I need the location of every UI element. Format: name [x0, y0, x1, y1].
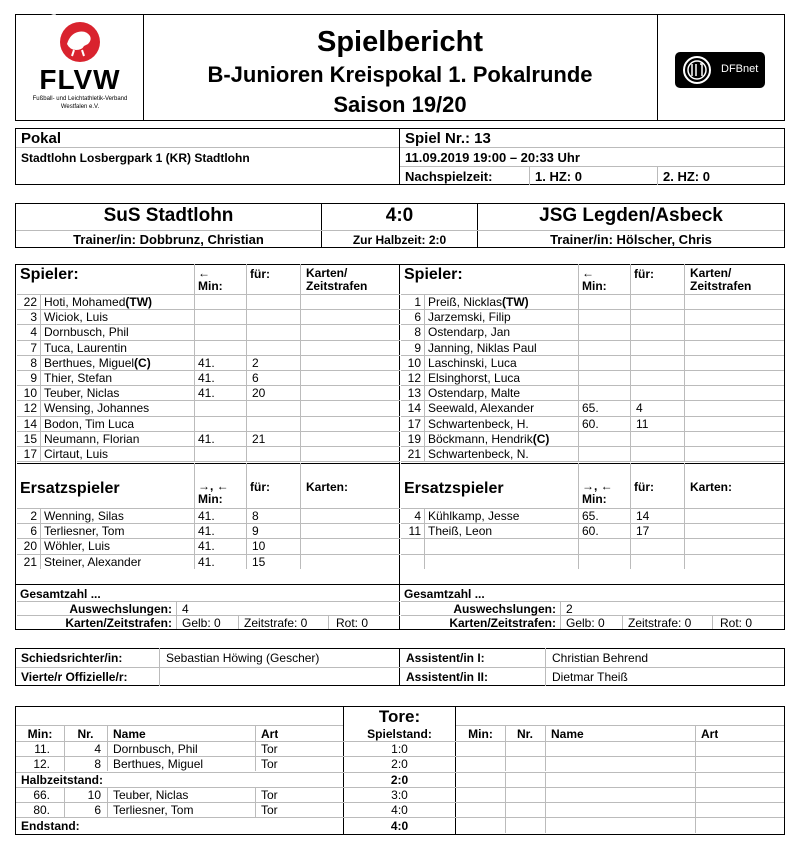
sub-name: Theiß, Leon — [428, 524, 493, 539]
column-divider — [545, 787, 546, 802]
column-divider — [695, 756, 696, 771]
min-inout-heading: →, ← Min: — [582, 480, 613, 506]
sub-name: Kühlkamp, Jesse — [428, 509, 520, 523]
column-divider — [255, 725, 256, 741]
column-divider — [622, 615, 623, 629]
column-divider — [505, 772, 506, 787]
goal-type-heading: Art — [701, 727, 719, 741]
sub-for: 11 — [636, 416, 649, 431]
player-number: 13 — [407, 386, 421, 401]
goal-running-score: 3:0 — [391, 787, 408, 802]
column-divider — [695, 802, 696, 817]
red-count: Rot: 0 — [720, 616, 753, 630]
column-divider — [630, 508, 631, 569]
column-divider — [176, 615, 177, 629]
player-name — [44, 325, 129, 339]
column-divider — [545, 818, 546, 833]
goal-type: Tor — [261, 803, 278, 818]
yellow-count: Gelb: 0 — [566, 616, 605, 630]
player-name — [44, 310, 108, 324]
goal-running-score: 1:0 — [391, 742, 408, 756]
sub-for: 14 — [636, 509, 650, 523]
final-score: 4:0 — [390, 818, 409, 833]
column-divider — [194, 294, 195, 461]
sub-for: 21 — [252, 431, 266, 446]
player-number: 3 — [30, 310, 37, 325]
goal-type: Tor — [261, 742, 278, 756]
halftime-result: Zur Halbzeit: 2:0 — [352, 233, 447, 247]
column-divider — [64, 756, 65, 771]
column-divider — [545, 772, 546, 787]
column-divider — [64, 741, 65, 756]
player-name — [44, 371, 112, 385]
min-out-heading: ← Min: — [198, 267, 223, 293]
player-number: 4 — [30, 325, 37, 340]
column-divider — [578, 508, 579, 569]
player-name — [428, 386, 520, 400]
cards-heading: Karten: — [690, 480, 733, 494]
player-name-text: Bodon, Tim Luca — [44, 416, 135, 431]
venue: Stadtlohn Losbergpark 1 (KR) Stadtlohn — [21, 151, 250, 165]
for-heading: für: — [634, 480, 654, 494]
column-divider — [194, 508, 195, 569]
min-out-heading: ← Min: — [582, 267, 607, 293]
column-divider — [560, 615, 561, 629]
assistant1-label: Assistent/in I: — [406, 651, 485, 665]
player-number: 9 — [30, 371, 37, 385]
sub-minute: 60. — [582, 524, 599, 539]
player-number: 12 — [407, 371, 421, 385]
game-number: Spiel Nr.: 13 — [405, 130, 491, 147]
player-name — [44, 341, 127, 355]
yellow-count: Gelb: 0 — [182, 616, 221, 630]
sub-number: 2 — [30, 509, 37, 523]
sub-minute: 41. — [198, 524, 215, 539]
match-datetime: 11.09.2019 19:00 – 20:33 Uhr — [405, 150, 580, 165]
goals-title: Tore: — [378, 707, 421, 726]
substitutions-count: 4 — [182, 602, 189, 616]
column-divider — [695, 725, 696, 741]
section-divider — [401, 463, 784, 464]
goal-minute: 66. — [33, 787, 50, 802]
column-divider — [505, 818, 506, 833]
column-divider — [505, 725, 506, 741]
sub-name: Wöhler, Luis — [44, 539, 111, 554]
halftime-score-label: Halbzeitstand: — [21, 772, 104, 787]
player-name-text: Böckmann, Hendrik — [428, 431, 533, 446]
players-heading: Spieler: — [404, 266, 463, 283]
player-name-text: Cirtaut, Luis — [44, 447, 109, 461]
subs-heading: Ersatzspieler — [404, 480, 504, 497]
column-divider — [255, 741, 256, 756]
goal-name-heading: Name — [113, 727, 146, 741]
goal-minute: 12. — [33, 757, 50, 772]
goal-player-number: 8 — [94, 757, 101, 772]
flvw-logo-text: FLVW — [39, 64, 121, 95]
row-divider — [401, 538, 784, 539]
column-divider — [107, 802, 108, 817]
sub-for: 20 — [252, 386, 266, 401]
player-number: 22 — [23, 295, 37, 309]
goal-player-name: Teuber, Niclas — [113, 787, 189, 802]
column-divider — [328, 615, 329, 629]
player-name — [428, 341, 537, 355]
column-divider — [64, 802, 65, 817]
player-name-text: Schwartenbeck, H. — [428, 416, 529, 431]
player-name-text: Preiß, Nicklas — [428, 295, 503, 309]
sub-for: 6 — [252, 371, 259, 385]
column-divider — [684, 294, 685, 461]
goal-running-score: 4:0 — [391, 803, 408, 818]
player-number: 7 — [30, 340, 37, 355]
column-divider — [684, 508, 685, 569]
player-number: 17 — [407, 416, 421, 431]
column-divider — [255, 802, 256, 817]
sub-minute: 65. — [582, 509, 599, 523]
competition-title: B-Junioren Kreispokal 1. Pokalrunde — [207, 62, 593, 87]
column-divider — [560, 601, 561, 615]
player-role-tag: (TW) — [502, 295, 529, 309]
column-divider — [505, 802, 506, 817]
divider — [16, 725, 343, 726]
column-divider — [246, 508, 247, 569]
column-divider — [246, 294, 247, 461]
red-count: Rot: 0 — [336, 616, 369, 630]
sub-number: 4 — [414, 509, 421, 523]
player-number: 9 — [414, 340, 421, 355]
player-name — [428, 401, 534, 415]
column-divider — [712, 615, 713, 629]
sub-minute: 41. — [198, 539, 215, 554]
flvw-small-text: FLVW — [52, 13, 58, 30]
flvw-caption-1: Fußball- und Leichtathletik-Verband — [32, 96, 128, 102]
player-number: 6 — [414, 310, 421, 325]
goal-running-score: 2:0 — [391, 757, 408, 772]
column-divider — [505, 756, 506, 771]
column-divider — [255, 756, 256, 771]
substitutions-count: 2 — [566, 602, 573, 616]
player-number: 14 — [23, 416, 37, 431]
dfbnet-logo — [675, 52, 765, 88]
player-name-text: Neumann, Florian — [44, 431, 140, 446]
goal-type: Tor — [261, 757, 278, 772]
goal-min-heading: Min: — [27, 727, 53, 741]
sub-for: 8 — [252, 509, 259, 523]
player-number: 12 — [23, 401, 37, 416]
column-divider — [630, 294, 631, 461]
referee-label: Schiedsrichter/in: — [21, 651, 123, 665]
row-divider — [401, 461, 784, 462]
season-title: Saison 19/20 — [333, 92, 467, 117]
column-divider — [194, 463, 195, 508]
goal-score-heading: Spielstand: — [367, 727, 432, 741]
sub-number: 20 — [23, 539, 37, 554]
goal-player-number: 4 — [94, 742, 101, 756]
substitutions-label: Auswechslungen: — [69, 602, 172, 616]
player-name — [428, 356, 517, 370]
goal-min-heading: Min: — [468, 727, 493, 741]
column-divider — [684, 463, 685, 508]
referee-name: Sebastian Höwing (Gescher) — [166, 651, 320, 665]
cards-heading: Karten/ Zeitstrafen — [306, 267, 368, 293]
player-name-text: Elsinghorst, Luca — [428, 371, 521, 385]
flvw-logo — [30, 13, 130, 116]
column-divider — [64, 787, 65, 802]
penalty-count: Zeitstrafe: 0 — [628, 616, 692, 630]
column-divider — [578, 463, 579, 508]
column-divider — [505, 787, 506, 802]
player-name-text: Berthues, Miguel — [44, 355, 135, 370]
away-trainer: Trainer/in: Hölscher, Chris — [550, 232, 712, 247]
final-result: 4:0 — [385, 205, 414, 226]
substitutions-label: Auswechslungen: — [453, 602, 556, 616]
player-name — [44, 417, 134, 431]
home-trainer: Trainer/in: Dobbrunz, Christian — [73, 232, 264, 247]
player-name-text: Hoti, Mohamed — [44, 295, 126, 309]
column-divider — [300, 264, 301, 294]
player-name — [44, 356, 151, 370]
player-name — [44, 401, 149, 415]
row-divider — [401, 554, 784, 555]
player-number: 17 — [23, 447, 37, 461]
totals-heading: Gesamtzahl ... — [20, 587, 101, 601]
column-divider — [40, 508, 41, 569]
competition-type: Pokal — [21, 130, 62, 147]
player-name-text: Wiciok, Luis — [44, 310, 109, 325]
player-number: 1 — [414, 295, 421, 309]
min-inout-heading: →, ← Min: — [198, 480, 229, 506]
goal-name-heading: Name — [551, 727, 584, 741]
column-divider — [255, 787, 256, 802]
sub-number: 21 — [23, 554, 37, 569]
column-divider — [545, 756, 546, 771]
player-number: 21 — [407, 447, 421, 461]
goal-player-number: 6 — [94, 803, 101, 818]
sub-for: 15 — [252, 554, 266, 569]
goal-player-name: Berthues, Miguel — [113, 757, 204, 772]
extra-time-ht1: 1. HZ: 0 — [535, 169, 582, 184]
sub-minute: 41. — [198, 386, 215, 401]
column-divider — [300, 508, 301, 569]
player-name — [44, 386, 119, 400]
player-name — [428, 310, 511, 324]
player-name-text: Laschinski, Luca — [428, 355, 517, 370]
player-role-tag: (C) — [134, 355, 151, 370]
players-heading: Spieler: — [20, 266, 79, 283]
goal-type-heading: Art — [261, 727, 279, 741]
sub-minute: 41. — [198, 431, 215, 446]
goal-minute: 80. — [33, 803, 50, 818]
section-divider — [17, 463, 400, 464]
player-name-text: Ostendarp, Malte — [428, 386, 521, 401]
column-divider — [545, 725, 546, 741]
column-divider — [300, 463, 301, 508]
for-heading: für: — [250, 480, 270, 494]
player-name-text: Ostendarp, Jan — [428, 325, 511, 340]
player-name-text: Dornbusch, Phil — [44, 325, 129, 340]
player-number: 15 — [23, 431, 37, 446]
player-name — [428, 325, 510, 339]
column-divider — [630, 463, 631, 508]
player-name — [428, 371, 520, 385]
player-number: 8 — [414, 325, 421, 340]
cards-heading: Karten/ Zeitstrafen — [690, 267, 752, 293]
player-name-text: Seewald, Alexander — [428, 401, 535, 416]
sub-name: Terliesner, Tom — [44, 524, 125, 539]
column-divider — [238, 615, 239, 629]
cards-label: Karten/Zeitstrafen: — [449, 616, 556, 630]
goal-minute: 11. — [34, 742, 50, 756]
sub-for: 10 — [252, 539, 266, 554]
extra-time-ht2: 2. HZ: 0 — [663, 169, 710, 184]
column-divider — [107, 741, 108, 756]
sub-number: 11 — [408, 524, 421, 539]
column-divider — [695, 741, 696, 756]
player-name — [44, 295, 152, 309]
player-name — [428, 417, 529, 431]
page-title: Spielbericht — [317, 26, 483, 58]
column-divider — [40, 294, 41, 461]
assistant2-label: Assistent/in II: — [406, 670, 489, 684]
player-name-text: Thier, Stefan — [44, 371, 113, 385]
player-name-text: Jarzemski, Filip — [428, 310, 511, 325]
sub-name: Wenning, Silas — [44, 509, 124, 523]
player-name-text: Schwartenbeck, N. — [428, 447, 529, 461]
assistant1-name: Christian Behrend — [552, 651, 649, 665]
sub-minute: 41. — [198, 371, 215, 385]
column-divider — [695, 818, 696, 833]
sub-minute: 41. — [198, 509, 215, 523]
for-heading: für: — [634, 267, 654, 281]
goal-nr-heading: Nr. — [77, 727, 94, 741]
player-number: 8 — [30, 355, 37, 370]
sub-for: 17 — [636, 524, 650, 539]
player-number: 10 — [23, 386, 37, 401]
dfb-emblem-icon — [681, 55, 713, 85]
sub-for: 4 — [636, 401, 643, 416]
cards-heading: Karten: — [306, 480, 349, 494]
goal-player-name: Dornbusch, Phil — [113, 742, 198, 756]
halftime-score: 2:0 — [390, 772, 409, 787]
sub-minute: 41. — [198, 554, 215, 569]
column-divider — [107, 756, 108, 771]
column-divider — [194, 264, 195, 294]
column-divider — [107, 787, 108, 802]
dfbnet-text: DFBnet — [721, 63, 759, 75]
sub-for: 2 — [252, 355, 259, 370]
column-divider — [424, 294, 425, 461]
away-team-name: JSG Legden/Asbeck — [539, 205, 723, 226]
flvw-caption-2: Westfalen e.V. — [60, 104, 100, 110]
goal-nr-heading: Nr. — [516, 727, 533, 741]
sub-minute: 60. — [582, 416, 599, 431]
final-score-label: Endstand: — [21, 818, 80, 833]
goal-type: Tor — [261, 787, 278, 802]
sub-number: 6 — [30, 524, 37, 539]
player-name — [428, 447, 529, 461]
player-name — [44, 447, 108, 461]
column-divider — [630, 264, 631, 294]
totals-heading: Gesamtzahl ... — [404, 587, 485, 601]
player-name-text: Tuca, Laurentin — [44, 340, 127, 355]
subs-heading: Ersatzspieler — [20, 480, 120, 497]
column-divider — [246, 463, 247, 508]
player-role-tag: (C) — [532, 431, 550, 446]
goal-player-name: Terliesner, Tom — [113, 803, 194, 818]
cards-label: Karten/Zeitstrafen: — [65, 616, 172, 630]
sub-name: Steiner, Alexander — [44, 554, 142, 569]
column-divider — [695, 787, 696, 802]
column-divider — [176, 601, 177, 615]
sub-minute: 41. — [198, 355, 215, 370]
player-number: 10 — [407, 355, 421, 370]
extra-time-label: Nachspielzeit: — [405, 169, 493, 184]
home-team-name: SuS Stadtlohn — [103, 205, 234, 226]
player-name-text: Wensing, Johannes — [44, 401, 150, 416]
player-name — [428, 295, 529, 309]
player-name — [428, 432, 549, 446]
player-name-text: Janning, Niklas Paul — [428, 340, 537, 355]
column-divider — [545, 802, 546, 817]
column-divider — [684, 264, 685, 294]
player-name-text: Teuber, Niclas — [44, 386, 120, 401]
column-divider — [107, 725, 108, 741]
column-divider — [578, 294, 579, 461]
column-divider — [545, 741, 546, 756]
column-divider — [505, 741, 506, 756]
sub-for: 9 — [252, 524, 259, 539]
assistant2-name: Dietmar Theiß — [552, 670, 628, 684]
penalty-count: Zeitstrafe: 0 — [244, 616, 308, 630]
player-number: 19 — [407, 431, 421, 446]
column-divider — [424, 508, 425, 569]
column-divider — [578, 264, 579, 294]
column-divider — [300, 294, 301, 461]
row-divider — [17, 461, 400, 462]
for-heading: für: — [250, 267, 270, 281]
column-divider — [695, 772, 696, 787]
column-divider — [64, 725, 65, 741]
fourth-official-label: Vierte/r Offizielle/r: — [21, 670, 128, 684]
goal-player-number: 10 — [87, 787, 101, 802]
player-role-tag: (TW) — [125, 295, 153, 309]
player-number: 14 — [407, 401, 421, 416]
column-divider — [246, 264, 247, 294]
sub-minute: 65. — [582, 401, 599, 416]
player-name — [44, 432, 139, 446]
